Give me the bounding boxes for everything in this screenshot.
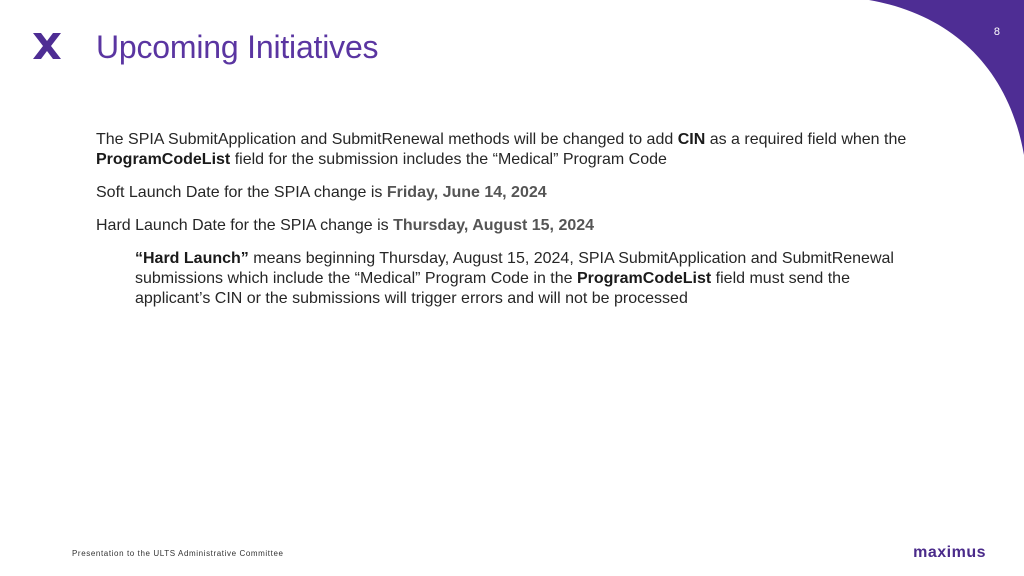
text: Soft Launch Date for the SPIA change is	[96, 184, 387, 201]
text: means beginning Thursday, August 15, 2024, SPIA SubmitApplication and SubmitRenewal submissions which include the “Medical” Program Code in the	[135, 250, 894, 287]
paragraph-hard-launch-definition	[135, 249, 916, 309]
paragraph-cin-requirement	[96, 130, 916, 170]
text: Hard Launch Date for the SPIA change is	[96, 217, 394, 234]
page-title: Upcoming Initiatives	[96, 29, 379, 65]
bold-text-hard-launch: “Hard Launch”	[135, 250, 249, 267]
text: field must send the applicant’s CIN or the submissions will trigger errors and will not be processed	[135, 270, 850, 307]
text: field for the submission includes the “Medical” Program Code	[230, 151, 667, 168]
page-number: 8	[993, 26, 1000, 38]
soft-launch-date: Friday, June 14, 2024	[386, 184, 547, 201]
bold-text-programcodelist: ProgramCodeList	[576, 270, 712, 287]
text: as a required field when the	[705, 131, 907, 148]
slide-content	[96, 130, 916, 322]
paragraph-hard-launch	[96, 216, 916, 236]
bold-text-programcodelist: ProgramCodeList	[96, 151, 231, 168]
bold-text-cin: CIN	[677, 131, 706, 148]
maximus-logo: maximus	[913, 544, 986, 561]
paragraph-soft-launch	[96, 183, 916, 203]
text: The SPIA SubmitApplication and SubmitRenewal methods will be changed to add	[96, 131, 678, 148]
hard-launch-date: Thursday, August 15, 2024	[393, 217, 595, 234]
footer-text: Presentation to the ULTS Administrative Committee	[72, 549, 284, 558]
x-logo-icon	[33, 33, 61, 59]
